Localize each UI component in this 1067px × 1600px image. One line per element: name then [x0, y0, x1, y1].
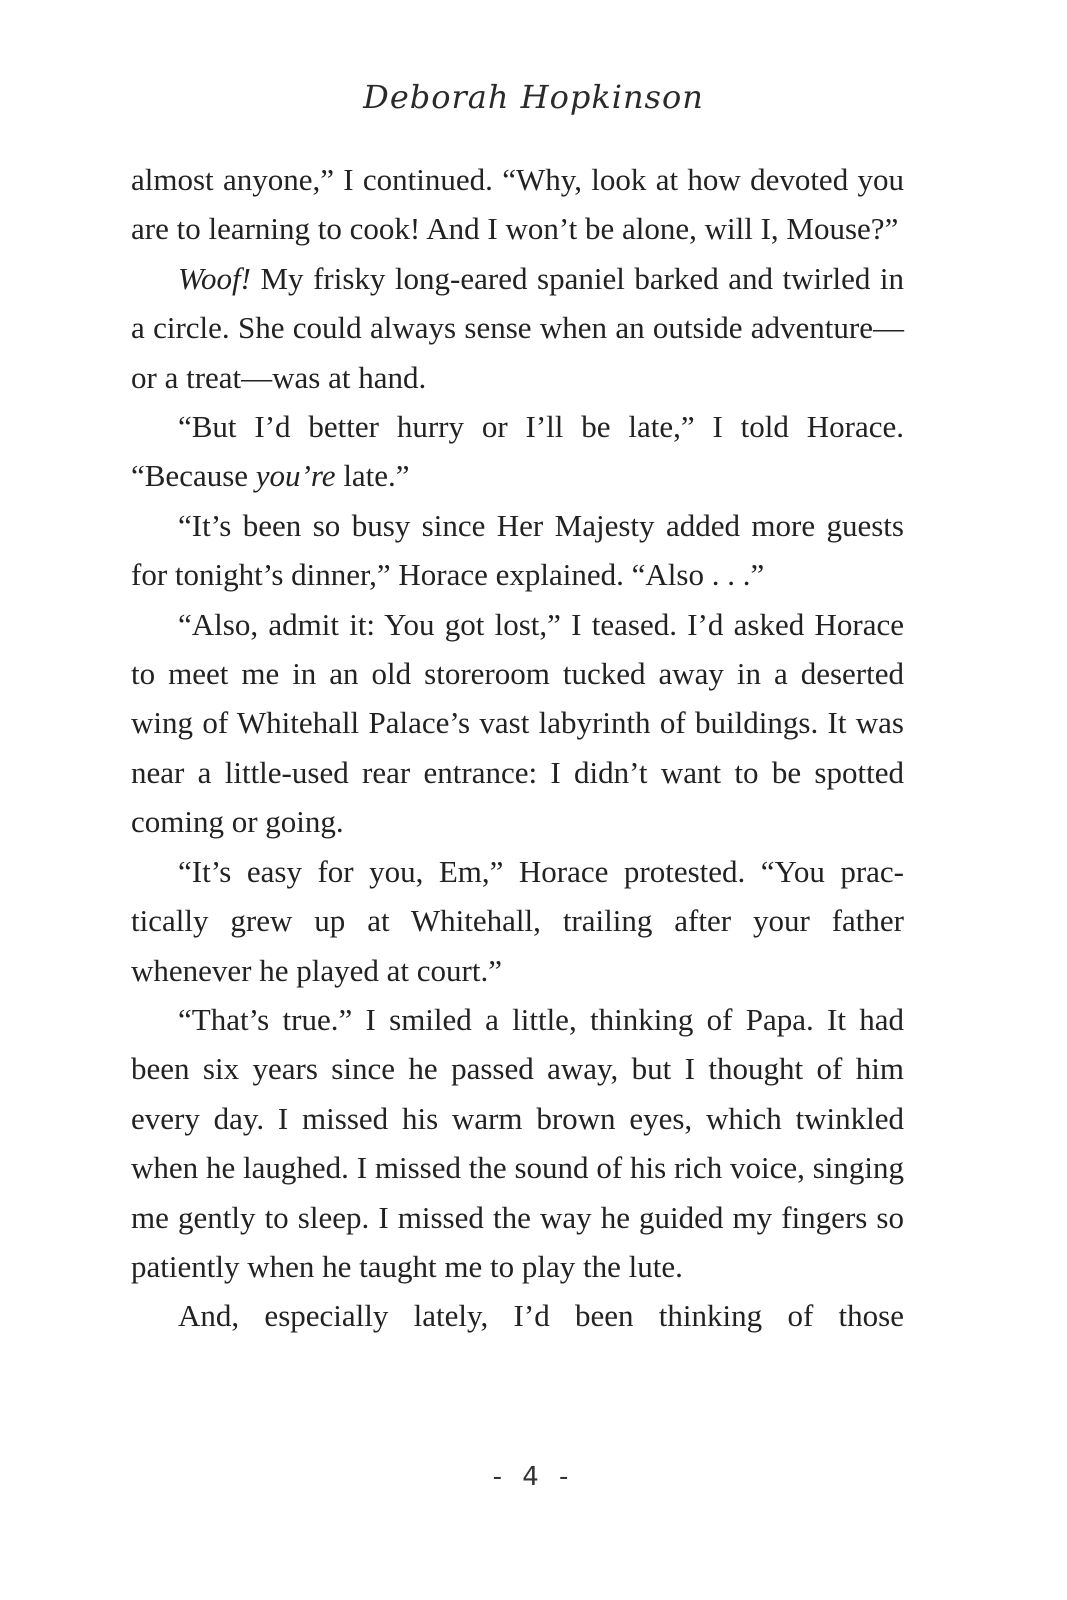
text-run: “It’s easy for you, Em,” Horace protested. “You practically grew up at Whitehall, trailing after your father whenever he played at court.”: [131, 853, 904, 988]
text-run: late.”: [335, 458, 410, 494]
text-run: My frisky long-eared spaniel barked and twirled in a circle. She could always sense when an outside adventure—or a treat—was at hand.: [131, 260, 904, 395]
paragraph: [131, 600, 904, 847]
italic-text: Woof!: [178, 260, 251, 296]
page-number: - 4 -: [492, 1462, 575, 1492]
text-run: “But I’d better hurry or I’ll be late,” I told Horace. “Because: [131, 409, 904, 494]
text-run: “That’s true.” I smiled a little, thinking of Papa. It had been six years since he passed away, but I thought of him every day. I missed his warm brown eyes, which twinkled when he laughed. I missed the sound of his rich voice, singing me gently to sleep. I missed the way he guided my fingers so patiently when he taught me to play the lute.: [131, 1001, 904, 1284]
text-run: “It’s been so busy since Her Majesty added more guests for tonight’s dinner,” Horace explained. “Also . . .”: [131, 507, 904, 593]
paragraph: [131, 995, 904, 1291]
paragraph: [131, 501, 904, 600]
running-head: Deborah Hopkinson: [363, 78, 704, 116]
paragraph: [131, 847, 904, 995]
paragraph: [131, 155, 904, 254]
text-run: almost anyone,” I continued. “Why, look at how devoted you are to learning to cook! And I won’t be alone, will I, Mouse?”: [131, 162, 904, 247]
paragraph: [131, 402, 904, 501]
paragraph: [131, 1291, 904, 1340]
italic-text: you’re: [255, 458, 336, 494]
text-run: “Also, admit it: You got lost,” I teased. I’d asked Horace to meet me in an old storeroom tucked away in a deserted wing of Whitehall Palace’s vast labyrinth of buildings. It was near a little-used rear entrance: I didn’t want to be spotted coming or going.: [131, 606, 904, 840]
paragraph: [131, 254, 904, 402]
body-text: [131, 155, 904, 1341]
text-run: And, especially lately, I’d been thinking of those: [178, 1298, 904, 1334]
